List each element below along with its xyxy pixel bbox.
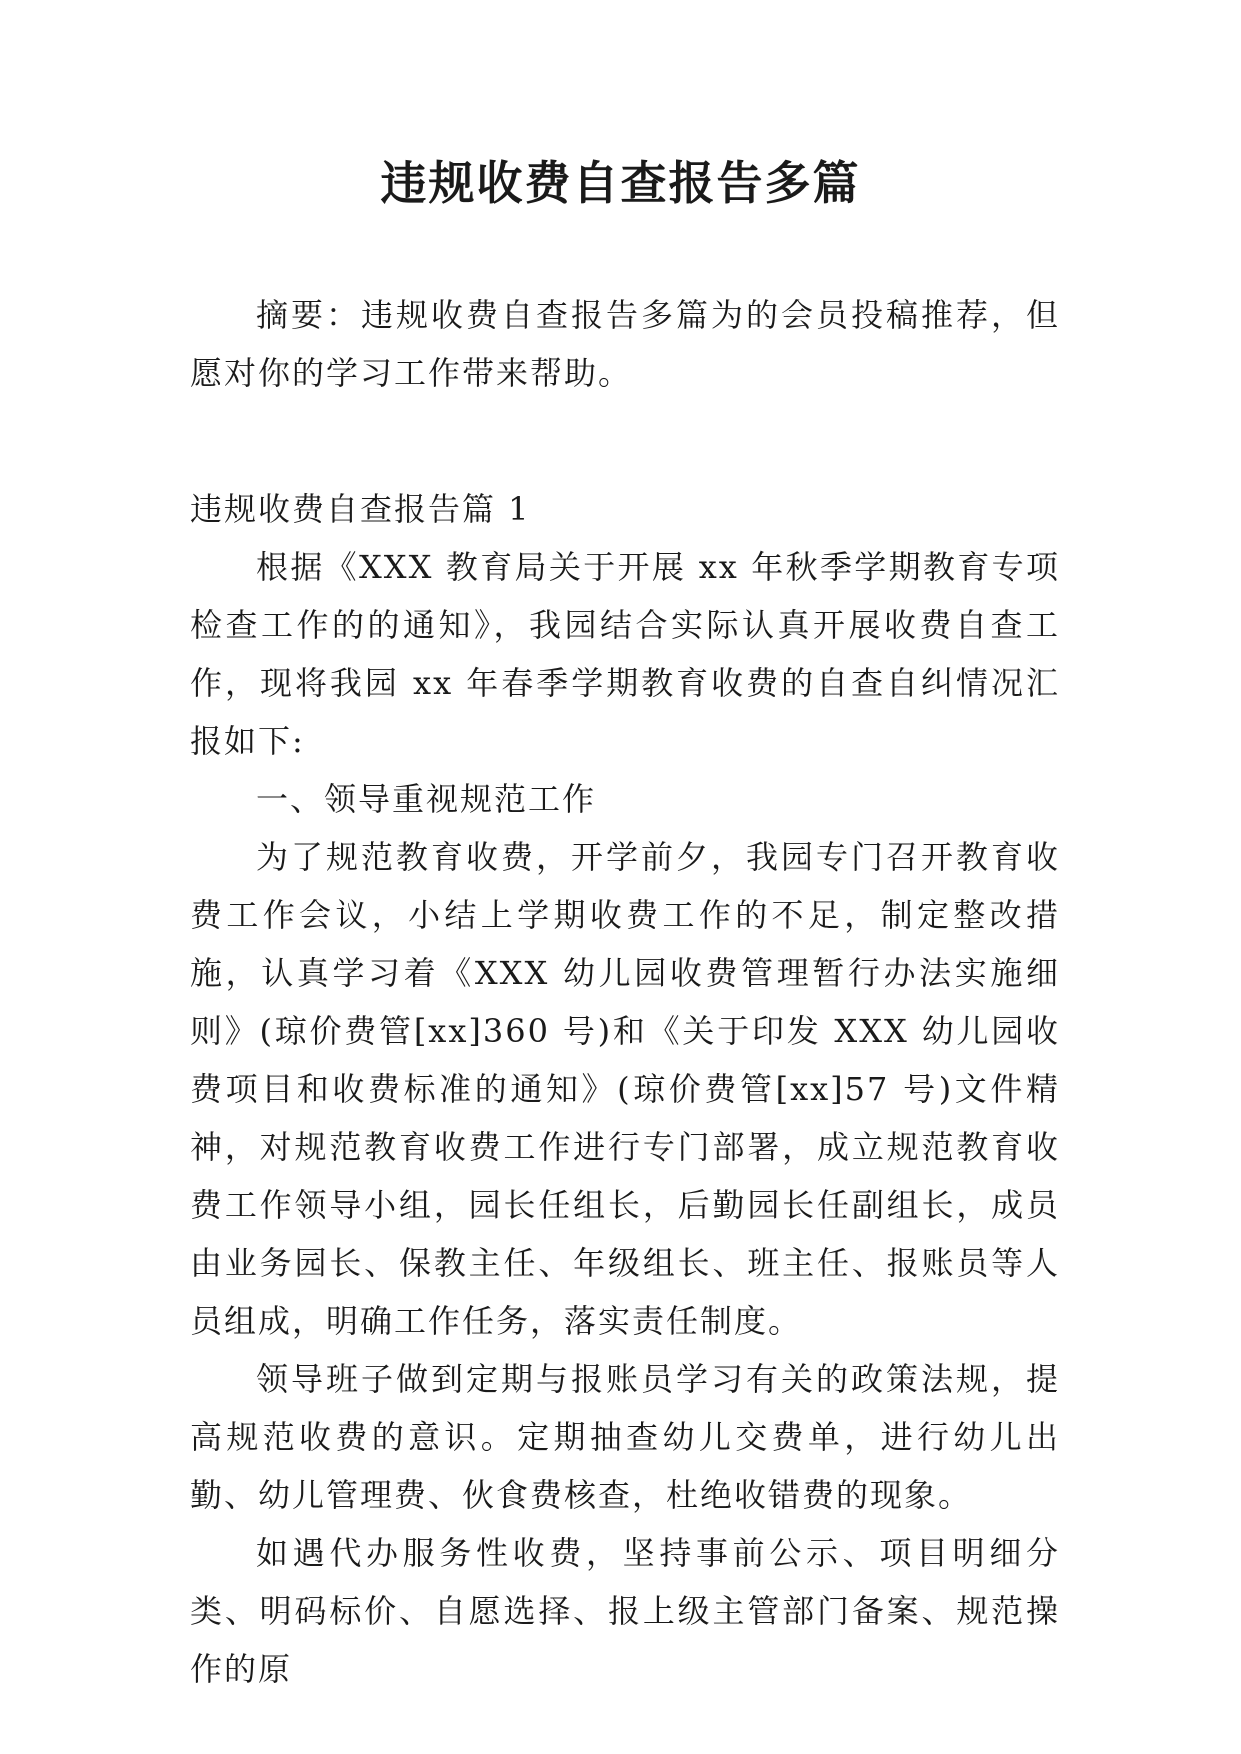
body-paragraph: 根据《XXX 教育局关于开展 xx 年秋季学期教育专项检查工作的的通知》，我园结合实际认真开展收费自查工作，现将我园 xx 年春季学期教育收费的自查自纠情况汇报如下: [190, 548, 1060, 760]
body-paragraph: 如遇代办服务性收费，坚持事前公示、项目明细分类、明码标价、自愿选择、报上级主管部门备案、规范操作的原 [190, 1534, 1060, 1688]
subheading-paragraph: 一、领导重视规范工作 [256, 780, 597, 818]
body-paragraph: 为了规范教育收费，开学前夕，我园专门召开教育收费工作会议，小结上学期收费工作的不足，制定整改措施，认真学习着《XXX 幼儿园收费管理暂行办法实施细则》(琼价费管[xx]360 号)和《关于印发 XXX 幼儿园收费项目和收费标准的通知》(琼价费管[xx]57 号)文件精神，对规范教育收费工作进行专门部署，成立规范教育收费工作领导小组，园长任组长，后勤园长任副组长，成员由业务园长、保教主任、年级组长、班主任、报账员等人员组成，明确工作任务，落实责任制度。 [190, 838, 1060, 1340]
document-title: 违规收费自查报告多篇 [380, 156, 861, 210]
body-paragraph: 领导班子做到定期与报账员学习有关的政策法规，提高规范收费的意识。定期抽查幼儿交费单，进行幼儿出勤、幼儿管理费、伙食费核查，杜绝收错费的现象。 [190, 1360, 1060, 1514]
section-heading: 违规收费自查报告篇 1 [190, 490, 531, 528]
spacer [190, 402, 1060, 480]
document-body [190, 286, 1060, 1698]
abstract-paragraph: 摘要：违规收费自查报告多篇为的会员投稿推荐，但愿对你的学习工作带来帮助。 [190, 296, 1060, 392]
